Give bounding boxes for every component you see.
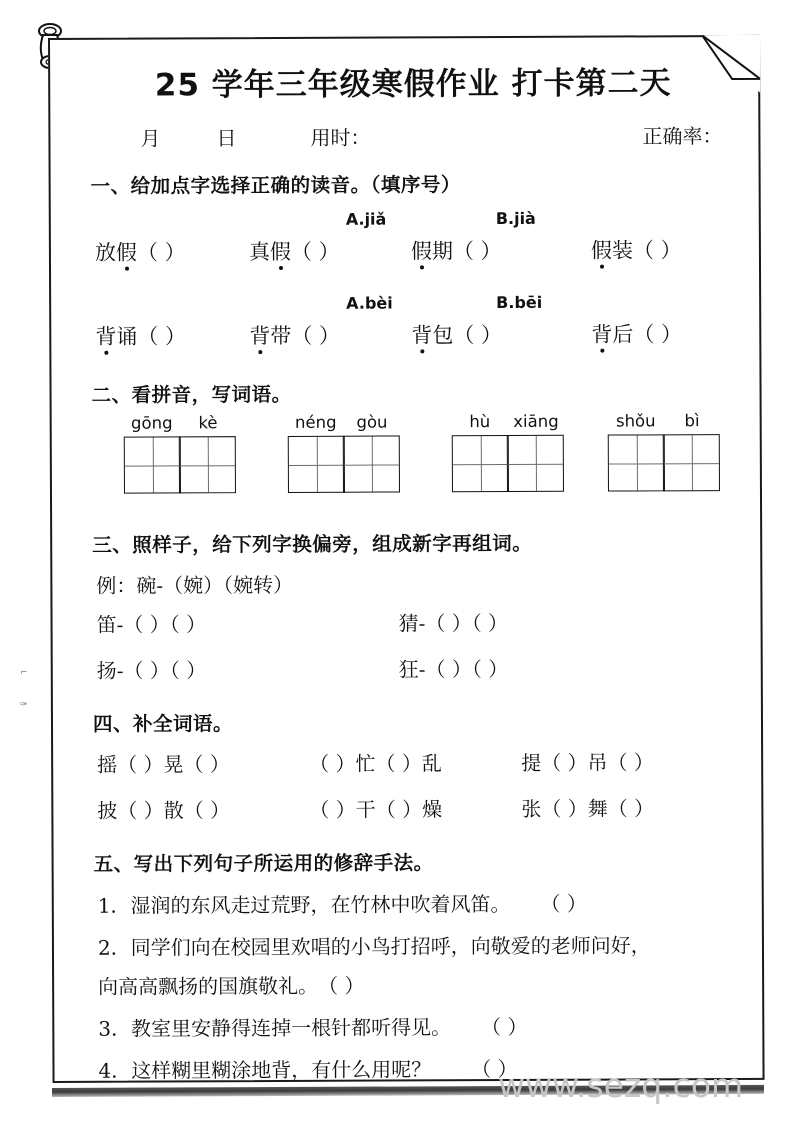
tianzige-cell[interactable] bbox=[608, 434, 665, 491]
pinyin-syllable: kè bbox=[198, 413, 218, 433]
option-a-1: A.jiǎ bbox=[345, 209, 387, 229]
section-3-row-2 bbox=[83, 652, 735, 693]
section-5-question-3 bbox=[98, 1010, 736, 1042]
word-suffix: 带 bbox=[270, 323, 292, 349]
idiom-blank-group[interactable]: 摇（ ）晃（ ） bbox=[97, 752, 230, 777]
question-number: 3． bbox=[98, 1016, 132, 1041]
site-watermark: www.sezq.com bbox=[498, 1066, 744, 1105]
dotted-char: 背 bbox=[591, 319, 612, 349]
word-grid-1 bbox=[124, 413, 237, 493]
section-4-row-2 bbox=[97, 792, 735, 833]
pinyin-syllable: gòu bbox=[356, 412, 388, 432]
question-number: 1． bbox=[97, 893, 131, 918]
word-item[interactable] bbox=[95, 320, 186, 350]
margin-mark: ⌐ bbox=[20, 668, 28, 678]
tianzige-boxes bbox=[124, 436, 237, 493]
dotted-char: 假 bbox=[116, 237, 137, 267]
answer-paren[interactable]: （ ） bbox=[136, 240, 186, 265]
pinyin-syllable: néng bbox=[294, 412, 337, 432]
tianzige-boxes bbox=[452, 435, 565, 492]
section-5-question-2-cont bbox=[98, 968, 736, 1000]
dotted-char: 背 bbox=[411, 319, 432, 349]
section-heading-4: 四、补全词语。 bbox=[92, 712, 234, 736]
word-grid-2 bbox=[288, 412, 401, 492]
pinyin-row bbox=[608, 411, 721, 434]
pinyin-row bbox=[288, 412, 401, 435]
dotted-char: 背 bbox=[95, 321, 116, 351]
tianzige-cell[interactable] bbox=[507, 435, 564, 492]
radical-item-right[interactable]: 猜-（ ）（ ） bbox=[398, 610, 509, 636]
radical-item-left[interactable]: 笛-（ ）（ ） bbox=[96, 612, 207, 637]
tianzige-boxes bbox=[608, 434, 721, 491]
answer-paren[interactable]: （ ） bbox=[633, 322, 683, 347]
answer-paren[interactable]: （ ） bbox=[632, 238, 682, 263]
pinyin-options-2 bbox=[81, 292, 733, 319]
answer-paren[interactable]: （ ） bbox=[137, 324, 187, 349]
dotted-char: 假 bbox=[591, 235, 612, 265]
section-3-example: 例：碗-（婉）（婉转） bbox=[96, 572, 294, 598]
word-prefix: 真 bbox=[248, 240, 270, 265]
word-item[interactable] bbox=[411, 235, 502, 265]
option-b-2: B.bēi bbox=[496, 292, 543, 313]
pinyin-row bbox=[452, 412, 565, 435]
tianzige-cell[interactable] bbox=[288, 436, 345, 493]
tianzige-cell[interactable] bbox=[663, 434, 720, 491]
answer-paren[interactable]: （ ） bbox=[328, 973, 365, 998]
day-label: 日 bbox=[216, 126, 237, 151]
idiom-blank-group[interactable]: 披（ ）散（ ） bbox=[97, 798, 231, 823]
word-item[interactable] bbox=[591, 234, 682, 264]
answer-paren[interactable]: （ ） bbox=[491, 1014, 528, 1040]
dotted-char: 假 bbox=[270, 236, 291, 266]
radical-item-left[interactable]: 扬-（ ）（ ） bbox=[96, 658, 207, 683]
meta-row bbox=[80, 120, 732, 152]
section-heading-1: 一、给加点字选择正确的读音。（填序号） bbox=[90, 173, 461, 198]
section-heading-5: 五、写出下列句子所运用的修辞手法。 bbox=[93, 851, 434, 876]
section-heading-2: 二、看拼音，写词语。 bbox=[91, 382, 292, 407]
answer-paren[interactable]: （ ） bbox=[471, 1056, 518, 1082]
question-number: 4． bbox=[98, 1058, 132, 1083]
idiom-blank-group[interactable]: （ ）干（ ）燥 bbox=[309, 797, 443, 822]
question-number: 2． bbox=[97, 935, 131, 960]
idiom-blank-group[interactable]: （ ）忙（ ）乱 bbox=[309, 751, 442, 776]
pinyin-grid-band bbox=[82, 411, 734, 522]
dotted-char: 背 bbox=[249, 320, 270, 350]
word-item[interactable] bbox=[249, 320, 340, 350]
question-text: 湿润的东风走过荒野，在竹林中吹着风笛。 bbox=[130, 891, 511, 918]
idiom-blank-group[interactable]: 张（ ）舞（ ） bbox=[521, 796, 655, 821]
pinyin-options-1 bbox=[81, 208, 733, 235]
accuracy-label: 正确率： bbox=[642, 124, 723, 149]
time-used-label: 用时： bbox=[310, 125, 371, 150]
month-label: 月 bbox=[140, 126, 161, 151]
pinyin-row bbox=[124, 413, 237, 436]
question-text: 教室里安静得连掉一根针都听得见。 bbox=[131, 1015, 452, 1041]
answer-paren[interactable]: （ ） bbox=[453, 323, 503, 348]
word-suffix: 装 bbox=[611, 238, 633, 263]
margin-mark: ✑ bbox=[20, 700, 28, 710]
option-a-2: A.bèi bbox=[346, 293, 393, 313]
pinyin-syllable: xiāng bbox=[513, 411, 559, 431]
word-suffix: 包 bbox=[432, 323, 454, 348]
answer-paren[interactable]: （ ） bbox=[290, 239, 340, 264]
option-b-1: B.jià bbox=[495, 208, 536, 229]
word-grid-4 bbox=[608, 411, 721, 491]
question-text-continued: 向高高飘扬的国旗敬礼。 bbox=[98, 973, 319, 999]
section-5-question-1 bbox=[98, 887, 736, 919]
section-3-row-1 bbox=[82, 606, 734, 647]
tianzige-cell[interactable] bbox=[343, 435, 400, 492]
question-text: 这样糊里糊涂地背，有什么用呢？ bbox=[131, 1057, 432, 1083]
worksheet-page bbox=[48, 35, 765, 1083]
word-item[interactable] bbox=[411, 319, 502, 349]
answer-paren[interactable]: （ ） bbox=[550, 891, 587, 916]
word-grid-3 bbox=[452, 412, 565, 492]
dotted-char: 假 bbox=[411, 235, 432, 265]
section-5-question-2 bbox=[98, 929, 736, 961]
tianzige-cell[interactable] bbox=[124, 436, 181, 493]
idiom-blank-group[interactable]: 提（ ）吊（ ） bbox=[521, 750, 654, 775]
word-prefix: 放 bbox=[94, 240, 116, 265]
word-row-2 bbox=[81, 318, 733, 361]
pinyin-syllable: bì bbox=[684, 411, 700, 431]
word-suffix: 后 bbox=[612, 322, 634, 347]
pinyin-syllable: hù bbox=[469, 412, 491, 432]
word-item[interactable] bbox=[95, 236, 186, 266]
page-title: 25 学年三年级寒假作业 打卡第二天 bbox=[154, 65, 672, 104]
question-text: 同学们向在校园里欢唱的小鸟打招呼，向敬爱的老师问好， bbox=[130, 933, 651, 960]
radical-item-right[interactable]: 狂-（ ）（ ） bbox=[398, 656, 509, 682]
pinyin-syllable: gōng bbox=[130, 413, 173, 433]
word-row-1 bbox=[81, 234, 733, 277]
answer-paren[interactable]: （ ） bbox=[452, 239, 502, 264]
word-item[interactable] bbox=[591, 318, 682, 348]
word-suffix: 期 bbox=[431, 239, 453, 264]
word-suffix: 诵 bbox=[116, 324, 138, 349]
section-heading-3: 三、照样子，给下列字换偏旁，组成新字再组词。 bbox=[92, 531, 533, 557]
section-4-row-1 bbox=[97, 746, 735, 787]
tianzige-cell[interactable] bbox=[452, 435, 509, 492]
tianzige-cell[interactable] bbox=[179, 436, 236, 493]
tianzige-boxes bbox=[288, 435, 401, 492]
answer-paren[interactable]: （ ） bbox=[291, 323, 341, 348]
pinyin-syllable: shǒu bbox=[615, 411, 656, 431]
word-item[interactable] bbox=[249, 236, 340, 266]
